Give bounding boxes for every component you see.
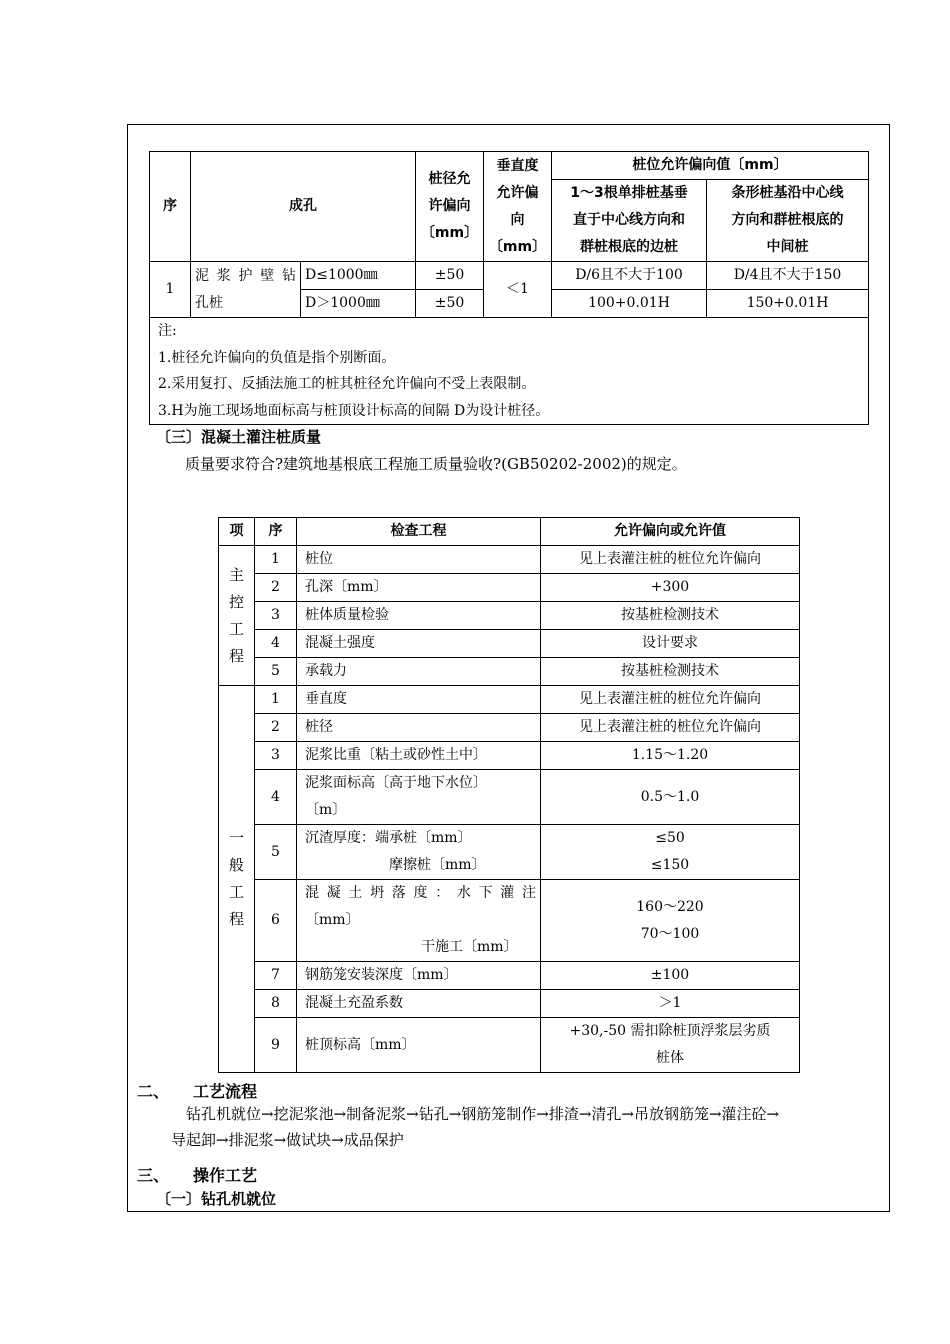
general-value: ≤50 ≤150 <box>541 825 800 880</box>
general-no: 4 <box>255 770 297 825</box>
subsection-1-title: 〔一〕钻孔机就位 <box>156 1190 277 1208</box>
flow-line-2: 导起卸→排泥浆→做试块→成品保护 <box>171 1131 404 1149</box>
general-item: 泥浆比重〔粘土或砂性土中〕 <box>297 742 541 770</box>
header-item: 项 <box>219 518 255 546</box>
general-no: 6 <box>255 880 297 962</box>
header-check: 检查工程 <box>297 518 541 546</box>
section-3-title: 〔三〕混凝土灌注桩质量 <box>156 428 322 446</box>
section-2-number: 二、 <box>137 1082 170 1101</box>
section-2-title: 工艺流程 <box>193 1082 258 1101</box>
header-no: 序 <box>255 518 297 546</box>
header-hole: 成孔 <box>191 152 416 262</box>
row-vertical: ＜1 <box>484 262 552 318</box>
main-item: 孔深〔mm〕 <box>297 574 541 602</box>
general-item: 垂直度 <box>297 686 541 714</box>
main-item: 承载力 <box>297 658 541 686</box>
header-position-group: 桩位允许偏向值〔mm〕 <box>552 152 869 180</box>
pile-deviation-table <box>149 151 869 425</box>
row-pos-a-2: 100+0.01H <box>552 290 707 318</box>
general-value: +30,-50 需扣除桩顶浮浆层劣质 桩体 <box>541 1018 800 1073</box>
section-3-text: 质量要求符合?建筑地基根底工程施工质量验收?(GB50202-2002)的规定。 <box>185 455 687 473</box>
header-seq: 序 <box>150 152 191 262</box>
general-value: 1.15～1.20 <box>541 742 800 770</box>
general-value: 0.5～1.0 <box>541 770 800 825</box>
main-no: 5 <box>255 658 297 686</box>
row-pos-a-1: D/6且不大于100 <box>552 262 707 290</box>
main-no: 4 <box>255 630 297 658</box>
table-notes: 注: 1.桩径允许偏向的负值是指个别断面。 2.采用复打、反插法施工的桩其桩径允许偏向不受上表限制。 3.H为施工现场地面标高与桩顶设计标高的间隔 D为设计桩径。 <box>150 318 869 425</box>
main-item: 混凝土强度 <box>297 630 541 658</box>
header-position-b: 条形桩基沿中心线 方向和群桩根底的 中间桩 <box>707 180 869 262</box>
row-seq: 1 <box>150 262 191 318</box>
main-item: 桩体质量检验 <box>297 602 541 630</box>
section-3-heading: 操作工艺 <box>193 1166 258 1185</box>
general-no: 5 <box>255 825 297 880</box>
group-main: 主 控 工 程 <box>219 546 255 686</box>
general-value: ＞1 <box>541 990 800 1018</box>
row-dia-2: ±50 <box>416 290 484 318</box>
main-value: 按基桩检测技术 <box>541 658 800 686</box>
main-value: 按基桩检测技术 <box>541 602 800 630</box>
general-item: 沉渣厚度：端承桩〔mm〕 摩擦桩〔mm〕 <box>297 825 541 880</box>
main-item: 桩位 <box>297 546 541 574</box>
general-item: 混凝土充盈系数 <box>297 990 541 1018</box>
general-value: 见上表灌注桩的桩位允许偏向 <box>541 714 800 742</box>
general-no: 2 <box>255 714 297 742</box>
general-no: 9 <box>255 1018 297 1073</box>
row-dia-1: ±50 <box>416 262 484 290</box>
header-allowed: 允许偏向或允许值 <box>541 518 800 546</box>
row-cond-2: D＞1000㎜ <box>301 290 416 318</box>
main-value: 见上表灌注桩的桩位允许偏向 <box>541 546 800 574</box>
general-no: 7 <box>255 962 297 990</box>
main-value: 设计要求 <box>541 630 800 658</box>
row-type: 泥浆护壁钻 孔桩 <box>191 262 301 318</box>
general-item: 混凝土坍落度：水下灌注 〔mm〕 干施工〔mm〕 <box>297 880 541 962</box>
row-cond-1: D≤1000㎜ <box>301 262 416 290</box>
general-item: 钢筋笼安装深度〔mm〕 <box>297 962 541 990</box>
header-position-a: 1～3根单排桩基垂 直于中心线方向和 群桩根底的边桩 <box>552 180 707 262</box>
section-3-number: 三、 <box>137 1166 170 1185</box>
general-no: 8 <box>255 990 297 1018</box>
flow-line-1: 钻孔机就位→挖泥浆池→制备泥浆→钻孔→钢筋笼制作→排渣→清孔→吊放钢筋笼→灌注砼→ <box>186 1105 780 1123</box>
general-value: ±100 <box>541 962 800 990</box>
general-value: 见上表灌注桩的桩位允许偏向 <box>541 686 800 714</box>
general-no: 1 <box>255 686 297 714</box>
header-vertical: 垂直度 允许偏 向 〔mm〕 <box>484 152 552 262</box>
main-no: 1 <box>255 546 297 574</box>
group-general: 一 般 工 程 <box>219 686 255 1073</box>
general-item: 桩顶标高〔mm〕 <box>297 1018 541 1073</box>
main-value: +300 <box>541 574 800 602</box>
row-pos-b-1: D/4且不大于150 <box>707 262 869 290</box>
header-diameter: 桩径允 许偏向 〔mm〕 <box>416 152 484 262</box>
general-value: 160～220 70～100 <box>541 880 800 962</box>
general-item: 泥浆面标高〔高于地下水位〕 〔m〕 <box>297 770 541 825</box>
main-no: 2 <box>255 574 297 602</box>
row-pos-b-2: 150+0.01H <box>707 290 869 318</box>
main-no: 3 <box>255 602 297 630</box>
general-no: 3 <box>255 742 297 770</box>
quality-check-table <box>218 517 800 1073</box>
general-item: 桩径 <box>297 714 541 742</box>
